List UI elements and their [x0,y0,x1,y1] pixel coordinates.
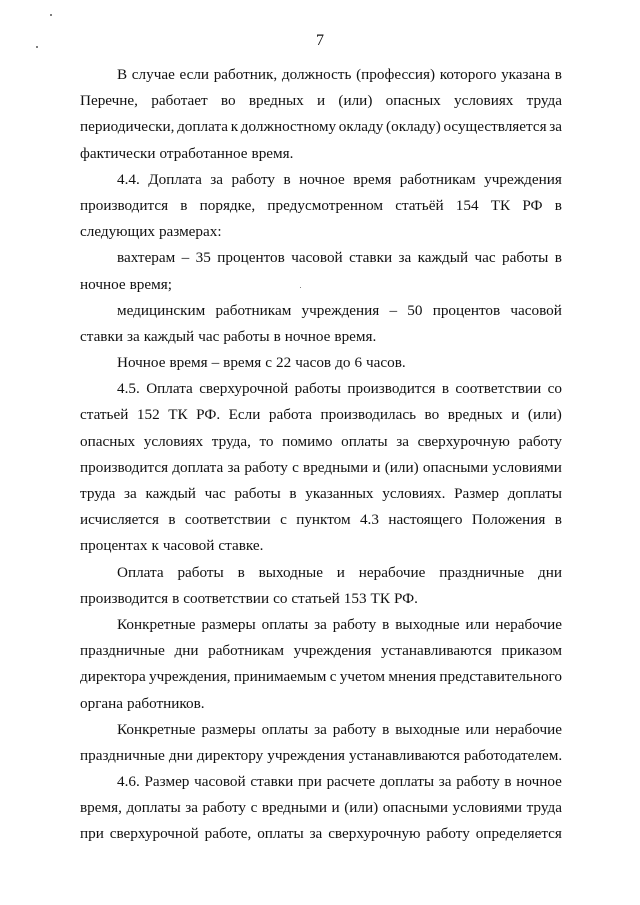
text-line: исчисляется в соответствии с пунктом 4.3 настоящего Положения в [80,511,562,529]
text-line: 4.5. Оплата сверхурочной работы производится в соответствии со [117,380,562,398]
page-number: 7 [316,32,324,49]
text-line: фактически отработанное время. [80,144,294,162]
text-line: Ночное время – время с 22 часов до 6 часов. [117,354,406,372]
text-line: труда за каждый час работы в указанных условиях. Размер доплаты [80,485,562,502]
text-line: медицинским работникам учреждения – 50 процентов часовой [117,301,562,319]
text-line: Конкретные размеры оплаты за работу в выходные или нерабочие [117,720,562,738]
text-line: Конкретные размеры оплаты за работу в выходные или нерабочие [117,615,562,633]
text-line: ставки за каждый час работы в ночное время. [80,327,377,345]
text-line: следующих размерах: [80,223,222,241]
text-line: ночное время; [80,275,172,293]
text-line: процентах к часовой ставке. [80,537,264,555]
text-line: при сверхурочной работе, оплаты за сверхурочную работу определяется [80,825,562,843]
text-line: опасных условиях труда, то помимо оплаты за сверхурочную работу [80,432,562,450]
text-line: органа работников. [80,694,205,712]
text-line: 4.4. Доплата за работу в ночное время работникам учреждения [117,170,562,188]
scan-speck [50,14,52,16]
text-line: В случае если работник, должность (профессия) которого указана в [117,66,562,83]
text-line: праздничные дни работникам учреждения устанавливаются приказом [80,642,562,660]
text-line: вахтерам – 35 процентов часовой ставки за каждый час работы в [117,249,562,267]
text-line: производится доплата за работу с вредными и (или) опасными условиями [80,458,562,476]
scan-speck [36,46,38,48]
text-line: периодически, доплата к должностному окладу (окладу) осуществляется за [80,118,562,136]
text-line: производится в порядке, предусмотренном статьёй 154 ТК РФ в [80,196,562,214]
text-line: статьей 152 ТК РФ. Если работа производилась во вредных и (или) [80,406,562,424]
text-line: праздничные дни директору учреждения устанавливаются работодателем. [80,746,563,764]
text-line: Оплата работы в выходные и нерабочие праздничные дни [117,563,562,581]
text-line: время, доплаты за работу с вредными и (или) опасными условиями труда [80,799,562,817]
text-line: Перечне, работает во вредных и (или) опасных условиях труда [80,92,562,110]
text-line: директора учреждения, принимаемым с учетом мнения представительного [80,668,562,686]
text-line: 4.6. Размер часовой ставки при расчете доплаты за работу в ночное [117,773,562,791]
body-text [80,62,562,848]
scan-speck [300,287,301,288]
text-line: производится в соответствии со статьей 153 ТК РФ. [80,589,418,607]
